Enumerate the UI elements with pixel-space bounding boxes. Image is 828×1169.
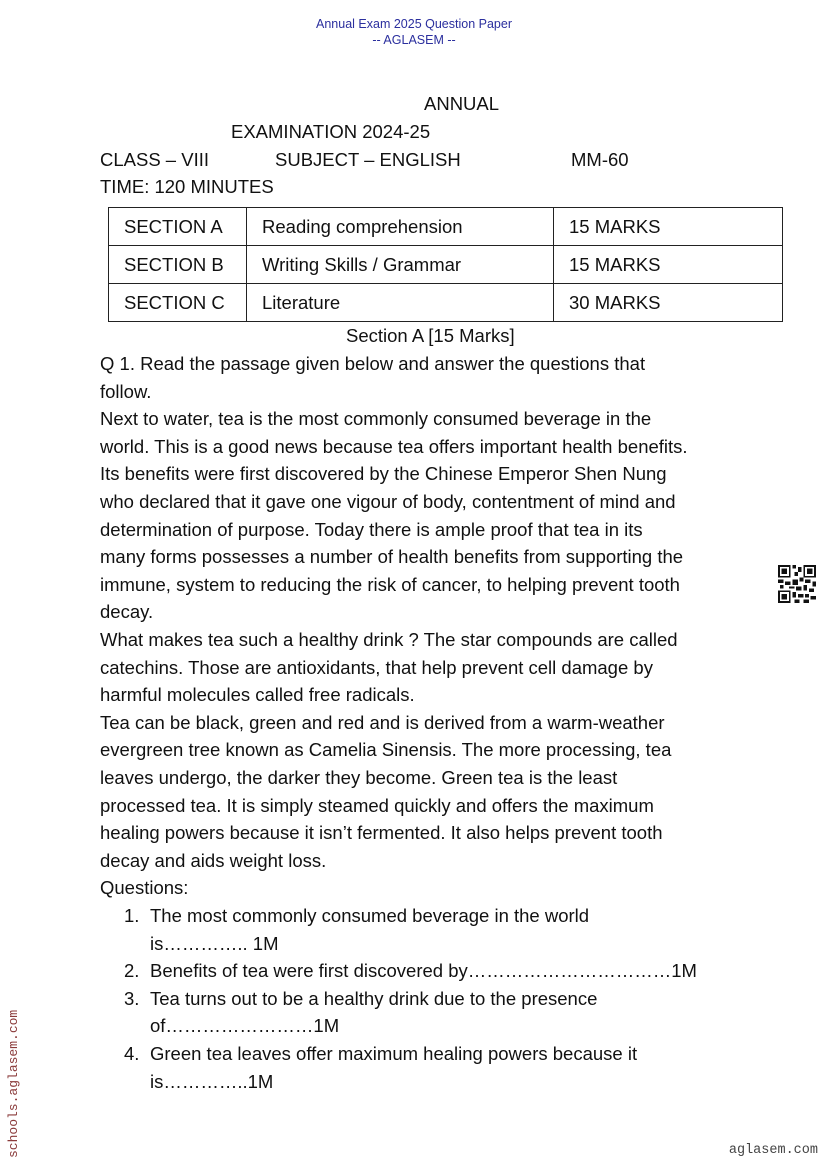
question-text: Tea turns out to be a healthy drink due to the presence <box>150 987 598 1009</box>
question-number: 3. <box>124 987 140 1009</box>
topic-cell: Literature <box>247 284 554 322</box>
passage-line: decay and aids weight loss. <box>100 849 327 871</box>
marks-cell: 15 MARKS <box>554 246 783 284</box>
question-text: The most commonly consumed beverage in the world <box>150 905 590 926</box>
passage-line: who declared that it gave one vigour of body, contentment of mind and <box>100 490 676 512</box>
exam-title-line1: ANNUAL <box>424 93 500 114</box>
questions-label: Questions: <box>100 877 189 899</box>
passage-line: decay. <box>100 601 154 623</box>
section-a-heading: Section A [15 Marks] <box>346 325 515 346</box>
passage-line: Tea can be black, green and red and is derived from a warm-weather <box>100 711 665 733</box>
watermark-header-brand: -- AGLASEM -- <box>372 33 456 47</box>
passage-line: world. This is a good news because tea offers important health benefits. <box>100 435 688 457</box>
passage-line: processed tea. It is simply steamed quickly and offers the maximum <box>100 794 654 816</box>
question-text-continued: is………….. 1M <box>150 932 279 954</box>
passage-line: many forms possesses a number of health benefits from supporting the <box>100 546 684 568</box>
table-row <box>109 208 783 246</box>
exam-time: TIME: 120 MINUTES <box>100 176 274 197</box>
passage-line: evergreen tree known as Camelia Sinensis. The more processing, tea <box>100 739 672 761</box>
exam-class: CLASS – VIII <box>100 149 209 170</box>
marks-cell: 30 MARKS <box>554 284 783 322</box>
watermark-footer-url: aglasem.com <box>728 1143 818 1158</box>
questions-list <box>124 902 697 1095</box>
passage <box>100 350 770 902</box>
question-number: 2. <box>124 960 140 982</box>
section-cell: SECTION A <box>109 208 247 246</box>
exam-title-line2: EXAMINATION 2024-25 <box>231 121 431 142</box>
section-cell: SECTION B <box>109 246 247 284</box>
exam-max-marks: MM-60 <box>571 149 629 170</box>
passage-line: harmful molecules called free radicals. <box>100 684 415 706</box>
question-text: Benefits of tea were first discovered by……………………………1M <box>150 960 697 982</box>
watermark-header-title: Annual Exam 2025 Question Paper <box>316 17 512 31</box>
sections-table <box>108 207 783 322</box>
q1-instruction-line: Q 1. Read the passage given below and answer the questions that <box>100 353 646 374</box>
question-item <box>124 1040 697 1095</box>
passage-line: What makes tea such a healthy drink ? The star compounds are called <box>100 628 678 650</box>
question-item <box>124 957 697 985</box>
exam-subject: SUBJECT – ENGLISH <box>275 149 461 170</box>
question-text-continued: of……………………1M <box>150 1015 340 1037</box>
question-item <box>124 902 697 957</box>
passage-line: catechins. Those are antioxidants, that help prevent cell damage by <box>100 656 653 678</box>
topic-cell: Reading comprehension <box>247 208 554 246</box>
marks-cell: 15 MARKS <box>554 208 783 246</box>
question-text: Green tea leaves offer maximum healing powers because it <box>150 1042 638 1064</box>
table-row <box>109 246 783 284</box>
watermark-side-url: schools.aglasem.com <box>6 1009 21 1158</box>
question-number: 4. <box>124 1042 140 1064</box>
passage-line: immune, system to reducing the risk of cancer, to helping prevent tooth <box>100 573 680 595</box>
passage-line: leaves undergo, the darker they become. Green tea is the least <box>100 766 618 788</box>
passage-line: healing powers because it isn’t fermented. It also helps prevent tooth <box>100 822 663 844</box>
table-row <box>109 284 783 322</box>
qr-code-icon[interactable] <box>778 564 816 604</box>
section-cell: SECTION C <box>109 284 247 322</box>
passage-line: determination of purpose. Today there is ample proof that tea in its <box>100 518 643 540</box>
question-item <box>124 985 697 1040</box>
question-number: 1. <box>124 905 140 926</box>
topic-cell: Writing Skills / Grammar <box>247 246 554 284</box>
passage-line: Next to water, tea is the most commonly consumed beverage in the <box>100 408 652 430</box>
q1-instruction-line: follow. <box>100 380 152 402</box>
question-text-continued: is…………..1M <box>150 1070 274 1092</box>
passage-line: Its benefits were first discovered by the Chinese Emperor Shen Nung <box>100 463 667 485</box>
